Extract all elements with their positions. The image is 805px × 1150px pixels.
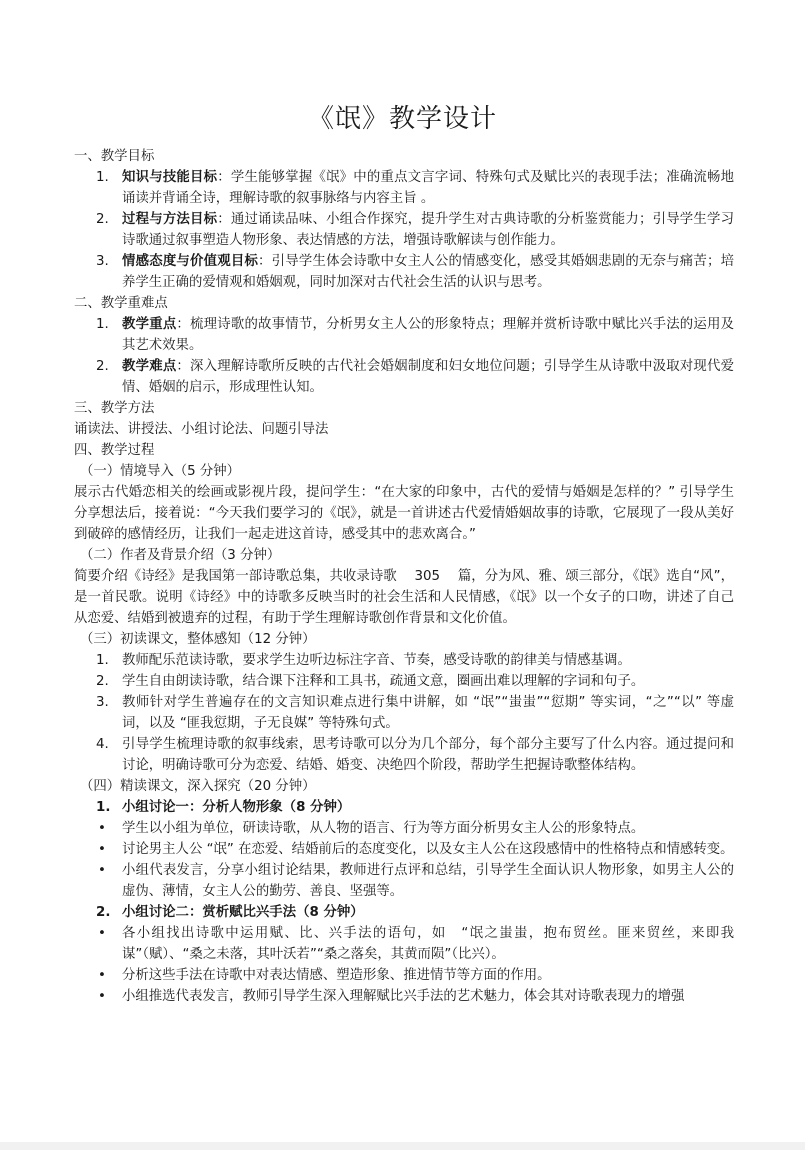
intro-paragraph: 展示古代婚恋相关的绘画或影视片段，提问学生：“在大家的印象中，古代的爱情与婚姻是怎样的？” 引导学生分享想法后，接着说：“今天我们要学习的《氓》，就是一首讲述古代爱情婚姻故事的诗歌，它展现了一段从美好到破碎的感情经历，让我们一起走进这首诗，感受其中的悲欢离合。” — [74, 485, 734, 542]
bullet-dot-icon: • — [98, 842, 106, 857]
reading-step: 2. 学生自由朗读诗歌，结合课下注释和工具书，疏通文意，圈画出难以理解的字词和句子。 — [96, 674, 645, 689]
goal-item: 1. 知识与技能目标：学生能够掌握《氓》中的重点文言字词、特殊句式及赋比兴的表现手法；准确流畅地诵读并背诵全诗，理解诗歌的叙事脉络与内容主旨 。 — [96, 170, 734, 206]
subsection-heading-intro: （一）情境导入（5 分钟） — [80, 464, 241, 479]
bullet-dot-icon: • — [98, 863, 106, 878]
bullet-dot-icon: • — [98, 968, 106, 983]
section-heading-key-points: 二、教学重难点 — [74, 296, 168, 311]
goal-item: 2. 过程与方法目标：通过诵读品味、小组合作探究，提升学生对古典诗歌的分析鉴赏能力；引导学生学习诗歌通过叙事塑造人物形象、表达情感的方法，增强诗歌解读与创作能力。 — [96, 212, 734, 248]
subsection-heading-background: （二）作者及背景介绍（3 分钟） — [80, 548, 281, 563]
discussion-title: 1. 小组讨论一：分析人物形象（8 分钟） — [96, 800, 351, 815]
goal-item: 3. 情感态度与价值观目标：引导学生体会诗歌中女主人公的情感变化，感受其婚姻悲剧的无奈与痛苦；培养学生正确的爱情观和婚姻观，同时加深对古代社会生活的认识与思考。 — [96, 254, 734, 290]
document-title: 《氓》教学设计 — [307, 104, 497, 134]
section-heading-goals: 一、教学目标 — [74, 149, 155, 164]
methods-text: 诵读法、讲授法、小组讨论法、问题引导法 — [74, 422, 329, 437]
bullet-dot-icon: • — [98, 821, 106, 836]
page-bottom-edge — [0, 1142, 805, 1150]
discussion-bullet: • 分析这些手法在诗歌中对表达情感、塑造形象、推进情节等方面的作用。 — [74, 965, 734, 986]
discussion-bullet: • 讨论男主人公 “氓” 在恋爱、结婚前后的态度变化，以及女主人公在这段感情中的性格特点和情感转变。 — [74, 839, 734, 860]
reading-step: 1. 教师配乐范读诗歌，要求学生边听边标注字音、节奏，感受诗歌的韵律美与情感基调。 — [96, 653, 631, 668]
discussion-bullet: • 小组推选代表发言，教师引导学生深入理解赋比兴手法的艺术魅力，体会其对诗歌表现力的增强 — [74, 986, 734, 1007]
reading-step: 4. 引导学生梳理诗歌的叙事线索，思考诗歌可以分为几个部分，每个部分主要写了什么内容。通过提问和讨论，明确诗歌可分为恋爱、结婚、婚变、决绝四个阶段，帮助学生把握诗歌整体结构。 — [96, 737, 734, 773]
discussion-bullet: • 学生以小组为单位，研读诗歌，从人物的语言、行为等方面分析男女主人公的形象特点。 — [74, 818, 734, 839]
subsection-heading-close-reading: （四）精读课文，深入探究（20 分钟） — [80, 779, 316, 794]
document-body — [74, 146, 734, 1007]
subsection-heading-first-reading: （三）初读课文，整体感知（12 分钟） — [80, 632, 316, 647]
bullet-dot-icon: • — [98, 989, 106, 1004]
key-point-item: 1. 教学重点：梳理诗歌的故事情节，分析男女主人公的形象特点；理解并赏析诗歌中赋比兴手法的运用及其艺术效果。 — [96, 317, 734, 353]
key-point-item: 2. 教学难点：深入理解诗歌所反映的古代社会婚姻制度和妇女地位问题；引导学生从诗歌中汲取对现代爱情、婚姻的启示，形成理性认知。 — [96, 359, 734, 395]
section-heading-process: 四、教学过程 — [74, 443, 155, 458]
discussion-title: 2. 小组讨论二：赏析赋比兴手法（8 分钟） — [96, 905, 364, 920]
reading-step: 3. 教师针对学生普遍存在的文言知识难点进行集中讲解，如 “氓”“蚩蚩”“愆期” 等实词，“之”“以” 等虚词，以及 “匪我愆期，子无良媒” 等特殊句式。 — [96, 695, 734, 731]
discussion-bullet: • 小组代表发言，分享小组讨论结果，教师进行点评和总结，引导学生全面认识人物形象，如男主人公的虚伪、薄情，女主人公的勤劳、善良、坚强等。 — [74, 860, 734, 902]
background-paragraph: 简要介绍《诗经》是我国第一部诗歌总集，共收录诗歌 305 篇，分为风、雅、颂三部分，《氓》选自“风”，是一首民歌。说明《诗经》中的诗歌多反映当时的社会生活和人民情感，《氓》以一个女子的口吻，讲述了自己从恋爱、结婚到被遗弃的过程，有助于学生理解诗歌创作背景和文化价值。 — [74, 569, 734, 626]
section-heading-methods: 三、教学方法 — [74, 401, 155, 416]
discussion-bullet: • 各小组找出诗歌中运用赋、比、兴手法的语句，如 “氓之蚩蚩，抱布贸丝。匪来贸丝，来即我谋”（赋）、“桑之未落，其叶沃若”“桑之落矣，其黄而陨”（比兴）。 — [74, 923, 734, 965]
bullet-dot-icon: • — [98, 926, 106, 941]
